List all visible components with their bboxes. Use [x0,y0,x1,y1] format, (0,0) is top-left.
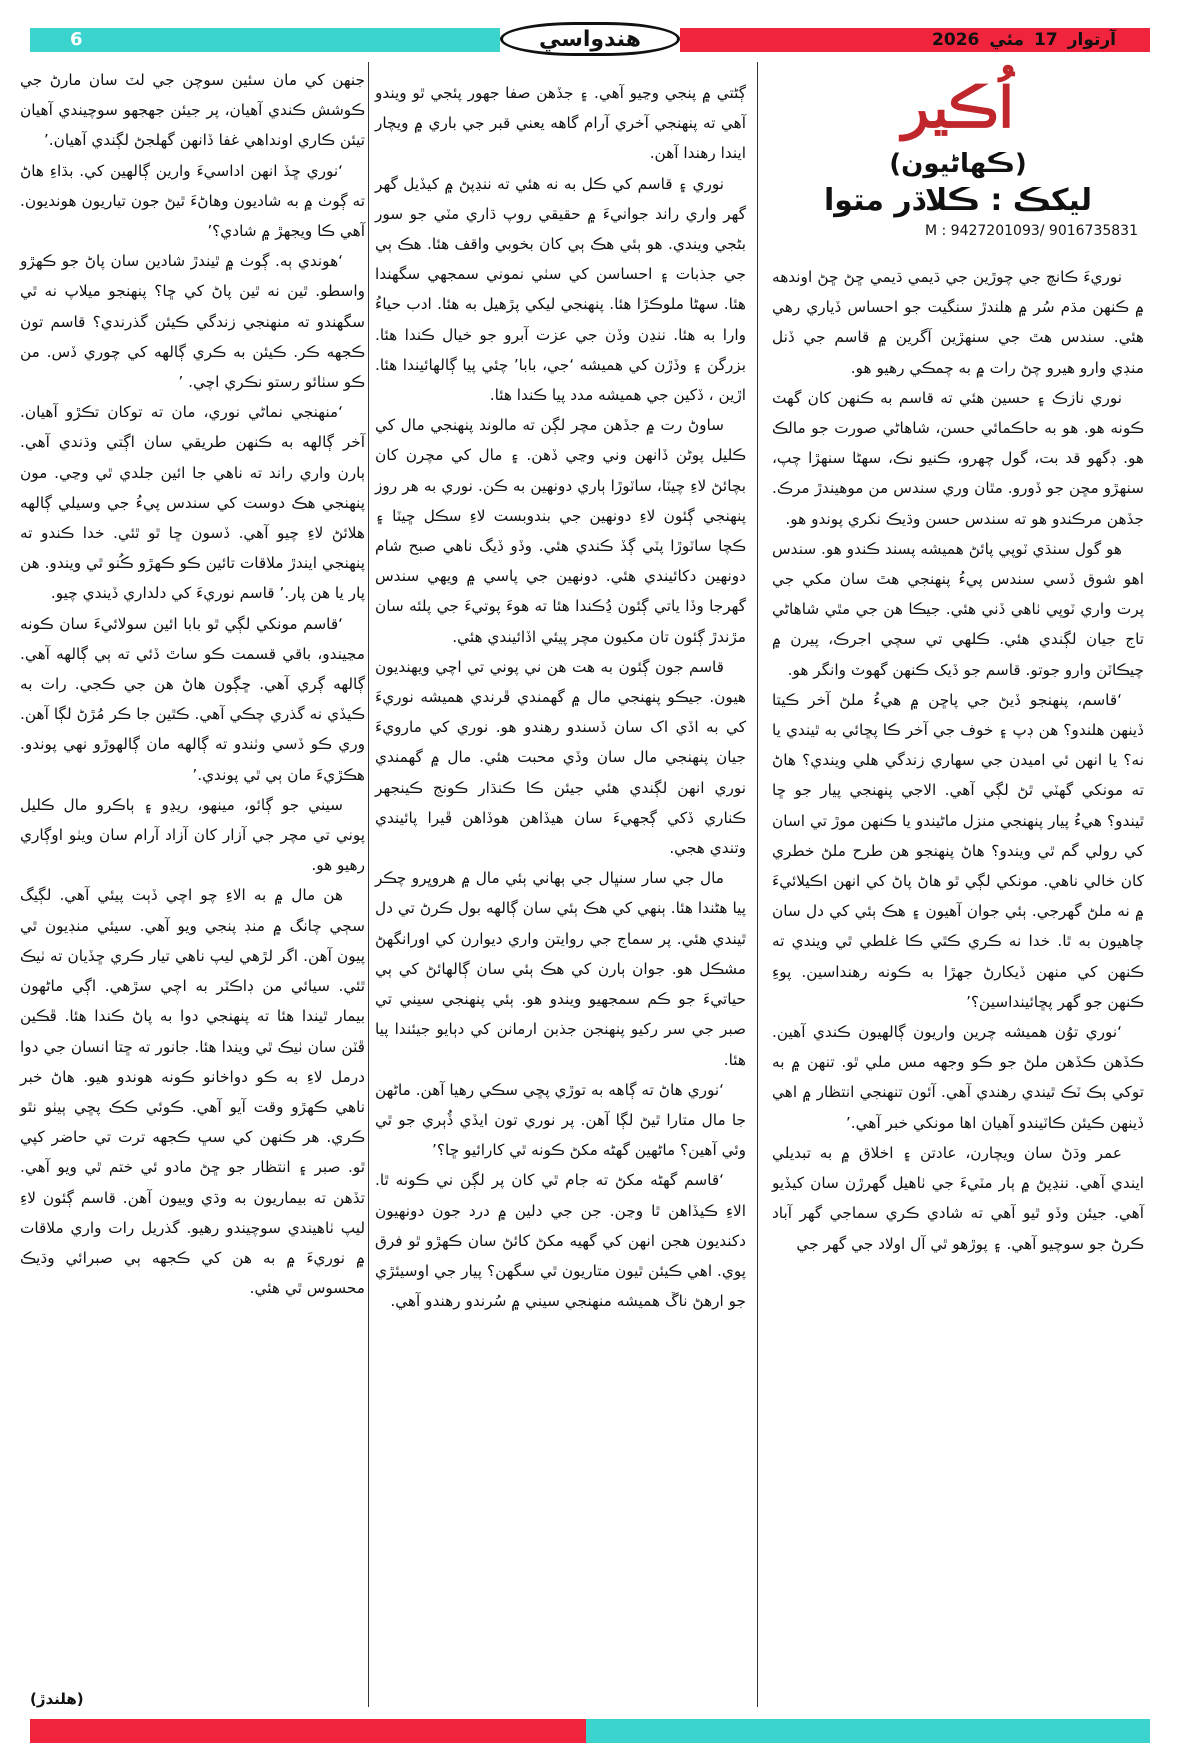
paragraph: ‘قاسم گهڻه مکڻ ته جام ٿي کان پر لڳن ني ڪونه ٿا. الاءِ ڪيڏاهن ٿا وڃن. جن جي دلين ۾ درد جون دونهيون دکنديون هجن انهن کي گهيه مکڻ کائڻ سان ڪهڙو ٿو فرق پوي. اهي ڪيئن ٿيون متاريون ٿي سگهن؟ پيار جي اوسيئڙي جو ارهڻ ناڱ هميشه منهنجي سيني ۾ سُرندو رهندو آهي. [375,1171,746,1311]
column-right [772,262,1144,1259]
column-left [20,65,365,1303]
story-title: اُڪير [902,75,1014,141]
column-rule [368,62,369,1707]
paragraph: ‘نوري توُن هميشه چرين واريون ڳالهيون ڪندي آهين. ڪڏهن ڪڏهن ملڻ جو ڪو وجهه مس ملي ٿو. تنهن ۾ به توکي ٻڪ ٽڪ ٿيندي رهندي آهي. آئون تنهنجي انتظار ۾ اهي ڏينهن ڪيئن ڪاٽيندو آهيان اها مونکي خبر آهي.’ [772,1023,1144,1132]
paragraph: نوري نازڪ ۽ حسين هئي ته قاسم به ڪنهن کان گهٽ ڪونه هو. هو به حاڪمائي حسن، شاهاڻي صورت جو مالڪ هو. ڊگهو قد بت، گول چهرو، ڪنيو نڪ، سهڻا سنهڙا چپ، سنهڙو مڇن جو ڏورو. مٿان وري سندس من موهيندڙ مرڪ. جڏهن مرڪندو هو ته سندس حسن وڌيڪ نکري پوندو هو. [772,388,1144,528]
paragraph: نوريءَ ڪانچ جي چوڙين جي ڌيمي ڌيمي ڇڻ ڇڻ اوندهه ۾ ڪنهن مڌم سُر ۾ هلندڙ سنگيت جو احساس ڏياري رهي هئي. سندس هٿ جي سنهڙين آگرين ۾ قاسم جي ڏنل منڊي وارو هيرو چڻ رات ۾ به چمڪي رهيو هو. [772,268,1144,377]
author-phone: M : 9427201093/ 9016735831 [924,223,1138,239]
paragraph: ‘منهنجي نماڻي نوري، مان ته توکان تڪڙو آهيان. آخر ڳالهه به ڪنهن طريقي سان اڳتي وڌندي آهي. ٻارن واري راند ته ناهي جا ائين جلدي ٿي وڃي. مون پنهنجي هڪ دوست کي سندس پيءُ جي وسيلي ڳالهه هلائڻ لاءِ چيو آهي. ڏسون ڇا ٿو ٿئي. خدا ڪندو ته پنهنجي ايندڙ ملاقات تائين ڪو ڪهڙو ڪُنو ٿي ويندو. هن پار يا هن پار.’ قاسم نوريءَ کي دلداري ڏيندي چيو. [20,403,365,603]
paragraph: سيني جو ڳائو، مينهو، ريڍو ۽ ٻاڪرو مال ڪليل پوني تي مچر جي آزار کان آزاد آرام سان ويٺو اوڳاري رهيو هو. [20,795,365,875]
paragraph: هن مال ۾ به الاءِ چو اچي ڏٻت پيئي آهي. لڳيگ سڄي چانگ ۾ منڊ پنجي ويو آهي. سيئي منڊيون ٿي پيون آهن. اگر لڙهي ليپ ناهي تيار ڪري ڇڏيان ته ٺيڪ ٿئي. سيائي من ڊاڪٽر به اچي سڙهي. اڳي ماڻهون بيمار ٿيندا هئا ته پنهنجي دوا به پاڻ ڪندا هئا. ڦڪين ڦٽن سان ٺيڪ ٿي ويندا هئا. جانور ته ڇتا انسان جي دوا درمل لاءِ به ڪو دواخانو ڪونه هوندو هيو. هاڻ خبر ناهي ڪهڙو وقت آيو آهي. ڪوئي ڪڪ پڇي ٻيٺو نٿو ڪري. هر ڪنهن کي سڀ ڪجهه ترت تي حاضر کپي ٿو. صبر ۽ انتظار جو ڇڻ مادو ئي ختم ٿي ويو آهي. تڏهن ته بيماريون به وڌي وييون آهن. قاسم ڳئون لاءِ ليپ ٺاهيندي سوچيندو رهيو. گذريل رات واري ملاقات ۾ نوريءَ ۾ به هن کي ڪجهه ٻي صبرائي وڌيڪ محسوس ٿي هئي. [20,886,365,1298]
paragraph: ڳڻتي ۾ پنجي وڃيو آهي. ۽ جڏهن صفا جهور پئجي ٿو ويندو آهي ته پنهنجي آخري آرام گاهه يعني قبر جي باري ۾ ويچار ايندا رهندا آهن. [375,84,746,163]
column-middle [375,78,746,1316]
newspaper-logo: هندواسي [500,22,680,56]
story-subtitle: (ڪهاڻيون) [889,149,1027,179]
column-rule [757,62,758,1707]
issue-date [932,28,1116,52]
issue-year: 2026 [932,30,980,50]
paragraph: ‘قاسم، پنهنجو ڏيڻ جي پاڇن ۾ هيءُ ملڻ آخر ڪيتا ڏينهن هلندو؟ هن ڊپ ۽ خوف جي آخر ڪا پڇائي به ٿيندي يا نه؟ يا انهن ئي اميدن جي سهاري زندگي هلي ويندي؟ هاڻ ته مونکي گهٽي ٿڻ لڳي آهي. الاجي پنهنجي پيار جو ڇا ٿيندو؟ هيءُ پيار پنهنجي منزل ماڻيندو يا ڪنهن موڙ تي اسان کي رولي گم ٿي ويندو؟ هاڻ پنهنجو هن طرح ملڻ خطري کان خالي ناهي. مونکي لڳي ٿو هاڻ پاڻ کي انهن اڪيلائيءَ ۾ نه ملڻ گهرجي. ٻئي جوان آهيون ۽ هڪ ٻئي کي دل سان چاهيون به ٿا. خدا نه ڪري ڪٿي ڪا غلطي ٿي ويندي ته ڪنهن کي منهن ڏيکارڻ جهڙا به ڪونه رهنداسين. پوءِ ڪنهن جو گهر پڇائينداسين؟’ [772,690,1144,1011]
paragraph: ‘هوندي ٻه. ڳوٺ ۾ ٿيندڙ شادين سان پاڻ جو ڪهڙو واسطو. ٿين نه ٿين پاڻ کي ڇا؟ پنهنجو ميلاپ نه ٿي سگهندو ته منهنجي زندگي ڪيئن گذرندي؟ قاسم تون ڪجهه ڪر. ڪيئن به ڪري ڳالهه کي چوري ڏس. من ڪو سٺائو رستو نڪري اچي. ’ [20,252,365,392]
paragraph: مال جي سار سنڀال جي ٻهاني ٻئي مال ۾ هروڀرو چڪر پيا هڻندا هئا. ٻنهي کي هڪ ٻئي سان ڳالهه بول ڪرڻ تي دل ٿيندي هئي. پر سماج جي روايتن واري ديوارن کي اورانگهڻ مشڪل هو. جوان ٻارن کي هڪ ٻئي سان ڳالهائڻ کي ٻي حياتيءَ جو ڪم سمجهيو ويندو هو. ٻئي پنهنجي سيني تي صبر جي سر رکيو پنهنجن جذبن ارمانن کي دٻايو جيئندا پيا هئا. [375,869,746,1069]
paragraph: ساوڻ رت ۾ جڏهن مچر لڳن ته مالوند پنهنجي مال کي ڪليل پوڻن ڏانهن وني وڃي ڏهن. ۽ مال کي مچرن کان بچائڻ لاءِ چيٽا، ساٽوڙا ٻاري دونهين به ڪن. نوري به هر روز پنهنجي ڳئون لاءِ دونهين جي بندوبست لاءِ سڪل ڇيٽا ۽ ڪچا ساٽوڙا پٽي ڳڏ ڪندي هئي. وڏو ڏيگ ناهي صبح شام دونهين دکائيندي هئي. دونهين جي پاسي ۾ ويهي سندس گهرجا وڏا ياتي ڳئون ڍُڪندا هئا ته هوءَ پوتيءَ جي پلئه سان مڙندڙ ڳئون تان مکيون مچر پيئي اڏائيندي هئي. [375,416,746,646]
header-red-band [680,28,1150,52]
footer-bar [30,1719,1150,1743]
paragraph: هو گول سنڌي ٽوپي پائڻ هميشه پسند ڪندو هو. سندس اهو شوق ڏسي سندس پيءُ پنهنجي هٿ سان مکي جي پرت واري ٽوپي ٺاهي ڏني هئي. جيڪا هن جي مٿي شاهاڻي تاج جيان لڳندي هئي. ڪلهي تي سچي اجرڪ، پيرن ۾ چيڪاٽن وارو جوتو. قاسم جو ڏيک ڪنهن گهوٽ وانگر هو. [772,539,1144,679]
continued-label: (هلندڙ) [30,1690,84,1708]
page-number: 6 [70,29,83,50]
header-teal-band [30,28,500,52]
paragraph: ‘نوري هاڻ ته ڳاهه به توڙي پڇي سڪي رهيا آهن. ماڻهن جا مال متارا ٿيڻ لڳا آهن. پر نوري تون ايڏي ڏُٻري جو ٿي وئي آهين؟ ماڻهين گهڻه مکڻ ڪونه ٿي کارائيو ڇا؟’ [375,1080,746,1160]
issue-day: آرتوار [1067,30,1116,50]
paragraph: ‘قاسم مونکي لڳي ٿو بابا ائين سولائيءَ سان ڪونه مڃيندو، باقي قسمت ڪو ساٿ ڏئي ته ٻي ڳالهه آهي. ڳالهه ڳري آهي. ڇڳون هاڻ هن جي ڪجي. رات به ڪيڏي نه گذري چڪي آهي. ڪٿين جا ڪر مُڙڻ لڳا آهن. وري ڪو ڏسي وٺندو ته ڳالهه مان ڳالهوڙو نهي پوندو. هڪڙيءَ مان ٻي ٿي پوندي.’ [20,614,365,784]
issue-date-day: 17 [1034,30,1058,50]
paragraph: ‘نوري ڇڏ انهن اداسيءَ وارين ڳالهين کي. بڌاءِ هاڻ ته ڳوٺ ۾ به شاديون وهاڻءَ ٿيڻ جون تياريون هونديون. آهي ڪا ويجهڙ ۾ شادي؟’ [20,161,365,241]
paragraph: قاسم جون ڳئون به هت هن ني پوني تي اچي ويهنديون هيون. جيڪو پنهنجي مال ۾ گهمندي ڦرندي هميشه نوريءَ کي به اڏي اک سان ڏسندو رهندو هو. نوري کي مارويءَ جيان پنهنجي مال سان وڏي محبت هئي. مال ۾ گهمندي نوري انهن لڳندي هئي جيئن ڪا ڪنڌار ڪونج ڪينجهر ڪناري ڏکي ڳجهيءَ سان هيڏاهن هوڏاهن ڦيرا پائيندي وتندي هجي. [375,657,746,858]
story-author: ليکڪ : ڪلاڌر متوا [824,183,1092,218]
issue-month: مئي [989,30,1025,50]
footer-teal-band [586,1719,1150,1743]
paragraph: عمر وڌڻ سان ويچارن، عادتن ۽ اخلاق ۾ به تبديلي ايندي آهي. ننڍپڻ ۾ ٻار مٽيءَ جي ٺاهيل گهرڙن سان کيڏيو آهي. جيئن وڏو ٿيو آهي ته شادي ڪري سماجي گهر آباد ڪرڻ جو سوچيو آهي. ۽ پوڙهو ٿي آل اولاد جي گهر جي [772,1143,1144,1253]
paragraph: نوري ۽ قاسم کي ڪل به نه هئي ته ننڍپڻ ۾ کيڏيل گهر گهر واري راند جوانيءَ ۾ حقيقي روپ ڌاري مٽي جو سور بڻجي ويندي. هو ٻئي هڪ ٻي کان بخوبي واقف هئا. هڪ ٻي جي جذبات ۽ احساسن کي سٺي نموني سمجهي سگهندا هئا. سهڻا ملوڪڙا هئا. پنهنجي ليکي پڙهيل به هئا. ادب حياءُ وارا به هئا. ننڍن وڏن جي عزت آبرو جو خيال ڪندا هئا. بزرگن ۽ وڏڙن کي هميشه ‘جي، بابا’ چئي پيا ڳالهائيندا هئا. اڙين ، ڏکين جي هميشه مدد پيا ڪندا هئا. [375,174,746,405]
paragraph: جنهن کي مان سئين سوچن جي لٽ سان مارڻ جي ڪوشش ڪندي آهيان، پر جيئن جهجهو سوچيندي آهيان تيئن ڪاري اونداهي غفا ڏانهن گهلجڻ لڳندي آهيان.’ [20,71,365,150]
story-header [772,75,1144,241]
header-bar [0,28,1180,52]
footer-red-band [30,1719,586,1743]
